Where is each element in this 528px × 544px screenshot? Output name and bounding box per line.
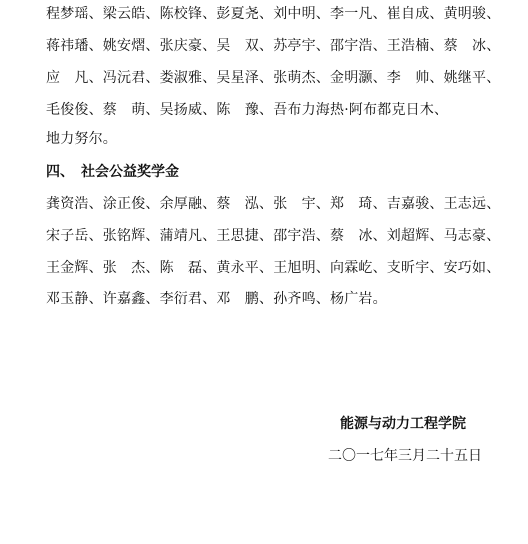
name-list-line: 地力努尔。 [46,131,117,147]
signature-organization: 能源与动力工程学院 [340,416,466,432]
name-list-line: 蒋祎璠、姚安熠、张庆豪、吴 双、苏亭宇、邵宇浩、王浩楠、蔡 冰、 [46,38,501,54]
name-list-line: 龚资浩、涂正俊、余厚融、蔡 泓、张 宇、郑 琦、吉嘉骏、王志远、 [46,196,501,212]
name-list-line: 王金辉、张 杰、陈 磊、黄永平、王旭明、向霖屹、支昕宇、安巧如、 [46,260,501,276]
section-heading-public-welfare-scholarship: 四、 社会公益奖学金 [46,164,179,180]
name-list-line: 宋子岳、张铭辉、蒲靖凡、王思捷、邵宇浩、蔡 冰、刘超辉、马志豪、 [46,228,501,244]
signature-date: 二〇一七年三月二十五日 [328,448,482,464]
name-list-line: 毛俊俊、蔡 萌、吴扬威、陈 豫、吾布力海热·阿布都克日木、 [46,102,449,118]
name-list-line: 应 凡、冯沅君、娄淑雅、吴星泽、张萌杰、金明灏、李 帅、姚继平、 [46,70,501,86]
name-list-line: 邓玉静、许嘉鑫、李衍君、邓 鹏、孙齐鸣、杨广岩。 [46,291,387,307]
name-list-line: 程梦瑶、梁云皓、陈校锋、彭夏尧、刘中明、李一凡、崔自成、黄明骏、 [46,6,501,22]
